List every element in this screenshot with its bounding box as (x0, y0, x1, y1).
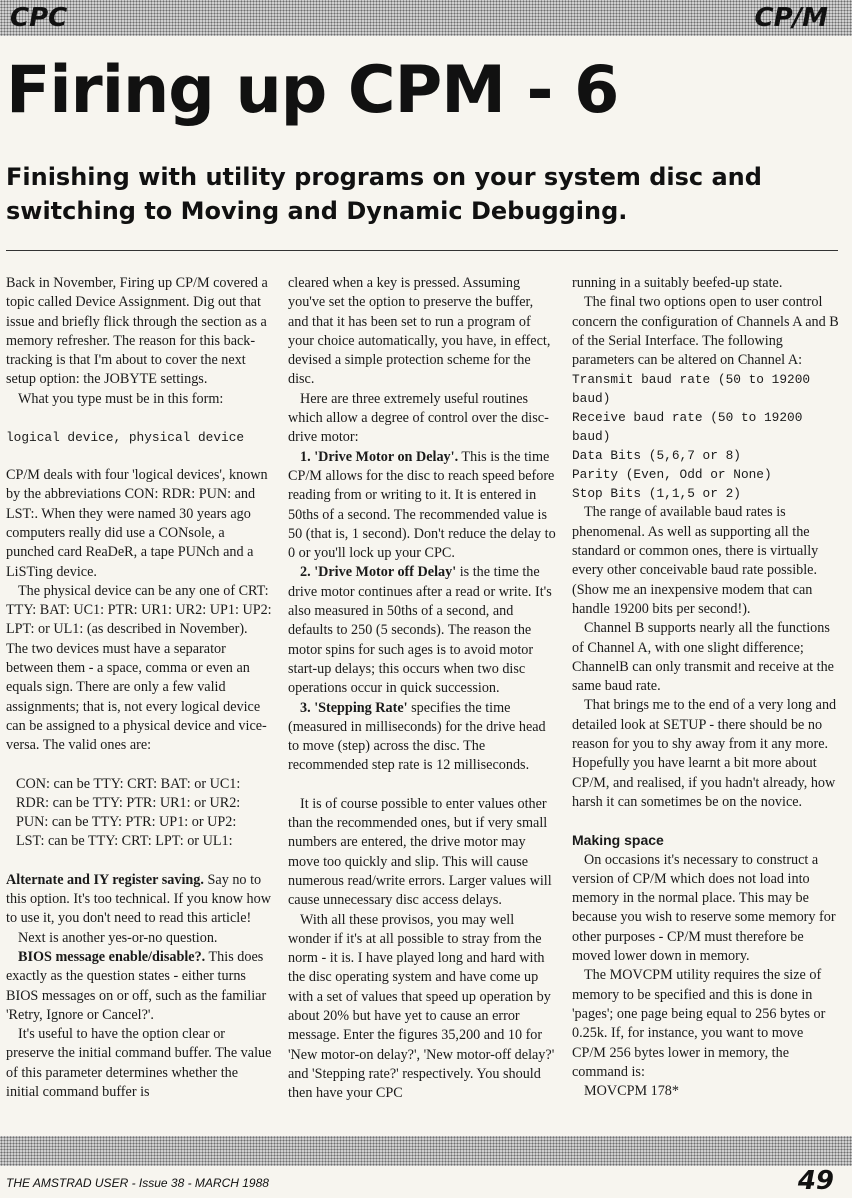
paragraph: What you type must be in this form: (18, 390, 224, 407)
paragraph: The physical device can be any one of CRT: TTY: BAT: UC1: PTR: UR1: UR2: UP1: UP2: LPT: or UL1: (as described in November). The two devices must have a separator between them - a space, comma or even an equals sign. There are only a few valid assignments; that is, not every logical device can be assigned to a physical device and vice-versa. The valid ones are: (6, 582, 272, 754)
serial-parameter-list (572, 370, 840, 503)
subheading-making-space: Making space (572, 832, 664, 849)
paragraph: The MOVCPM utility requires the size of memory to be specified and this is done in 'pages'; one page being equal to 256 bytes or 0.25k. If, for instance, you want to move CP/M 256 bytes lower in memory, the command is: (572, 967, 826, 1080)
bold-lead: 1. 'Drive Motor on Delay'. (300, 448, 459, 465)
bold-lead: 2. 'Drive Motor off Delay' (300, 564, 457, 581)
section-tag-cpc: CPC (10, 3, 68, 33)
standfirst: Finishing with utility programs on your system disc and switching to Moving and Dynamic Debugging. (6, 163, 762, 225)
paragraph: It's useful to have the option clear or preserve the initial command buffer. The value of this parameter determines whether the initial command buffer is (6, 1026, 272, 1100)
paragraph: Back in November, Firing up CP/M covered a topic called Device Assignment. Dig out that issue and briefly flick through the section as a memory refresher. The reason for this back-tracking is that I'm about to cover the next setup option: the JOBYTE settings. (6, 275, 268, 388)
parameter-line: Parity (Even, Odd or None) (572, 467, 772, 483)
column-1 (6, 274, 272, 1102)
paragraph-text: Say no to this option. It's too technical. If you know how to use it, you don't need to read this article! (6, 871, 271, 927)
paragraph (288, 448, 556, 564)
column-2 (288, 274, 556, 1103)
parameter-line: Stop Bits (1,1,5 or 2) (572, 486, 741, 502)
list-item: CON: can be TTY: CRT: BAT: or UC1: (16, 775, 241, 792)
parameter-line: Transmit baud rate (50 to 19200 baud) (572, 372, 811, 407)
paragraph (6, 871, 272, 929)
paragraph-text: This is the time CP/M allows for the disc to reach speed before reading from or writing to it. It is entered in 50ths of a second. The recommended value is 50 (that is, 1 second). Don't reduce the delay to 0 or you'll lock up your CPC. (288, 448, 556, 562)
paragraph-text: This does exactly as the question states - either turns BIOS messages on or off, such as the familiar 'Retry, Ignore or Cancel?'. (6, 948, 267, 1023)
paragraph-text: is the time the drive motor continues after a read or write. It's also measured in 50ths of a second, and defaults to 250 (5 seconds). The reason the motor spins for such ages is to avoid motor start-up delays; this occurs when two disc operations occur in quick succession. (288, 564, 552, 697)
paragraph: The final two options open to user control concern the configuration of Channels A and B of the Serial Interface. The following parameters can be altered on Channel A: (572, 294, 839, 369)
parameter-line: Receive baud rate (50 to 19200 baud) (572, 410, 803, 445)
divider-rule (6, 250, 838, 251)
paragraph: running in a suitably beefed-up state. (572, 275, 783, 291)
list-item: LST: can be TTY: CRT: LPT: or UL1: (16, 833, 233, 850)
list-item: RDR: can be TTY: PTR: UR1: or UR2: (16, 794, 241, 811)
header-band (0, 0, 852, 36)
paragraph (288, 699, 556, 776)
list-item: PUN: can be TTY: PTR: UP1: or UP2: (16, 814, 237, 831)
paragraph: Here are three extremely useful routines which allow a degree of control over the disc-drive motor: (288, 390, 549, 446)
footer-band (0, 1136, 852, 1166)
headline: Firing up CPM - 6 (6, 53, 619, 128)
paragraph: cleared when a key is pressed. Assuming you've set the option to preserve the buffer, and that it has been set to run a program of your choice automatically, you have, in effect, devised a simple protection scheme for the disc. (288, 275, 551, 388)
paragraph: CP/M deals with four 'logical devices', known by the abbreviations CON: RDR: PUN: and LST:. When they were named 30 years ago computers really did use a CONsole, a punched card ReaDeR, a tape PUNch and a LiSTing device. (6, 467, 268, 580)
paragraph: That brings me to the end of a very long and detailed look at SETUP - there should be no reason for you to shy away from it any more. Hopefully you have learnt a bit more about CP/M, and realised, if you hadn't already, how harsh it can sometimes be on the novice. (572, 697, 837, 810)
paragraph: With all these provisos, you may well wonder if it's at all possible to stray from the norm - it is. I have played long and hard with the disc operating system and have come up with a set of values that speed up operation by about 20% but have yet to cause an error message. Enter the figures 35,200 and 10 for 'New motor-on delay?', 'New motor-off delay?' and 'Stepping rate?' respectively. You should then have your CPC (288, 911, 555, 1102)
paragraph-text: specifies the time (measured in milliseconds) for the drive head to move (step) across the disc. The recommended step rate is 12 milliseconds. (288, 699, 546, 774)
paragraph (288, 563, 556, 698)
bold-lead: BIOS message enable/disable?. (18, 948, 206, 965)
paragraph (6, 948, 272, 1025)
parameter-line: Data Bits (5,6,7 or 8) (572, 448, 741, 464)
paragraph: It is of course possible to enter values other than the recommended ones, but if very small numbers are entered, the drive motor may move too quickly and slip. This will cause numerous read/write errors. Larger values will cause unnecessary disc access delays. (288, 795, 552, 909)
paragraph: Next is another yes-or-no question. (18, 929, 218, 946)
column-3 (572, 274, 840, 1101)
paragraph: On occasions it's necessary to construct a version of CP/M which does not load into memory in the normal place. This may be because you wish to reserve some memory for other purposes - CP/M must therefore be moved lower down in memory. (572, 851, 836, 965)
command-line: MOVCPM 178* (584, 1083, 679, 1100)
bold-lead: Alternate and IY register saving. (6, 871, 204, 888)
code-line: logical device, physical device (6, 430, 245, 446)
paragraph: The range of available baud rates is phenomenal. As well as supporting all the standard or common ones, there is virtually every other conceivable baud rate possible. (Show me an inexpensive modem that can handle 19200 bits per second!). (572, 504, 819, 617)
assignment-list (6, 775, 272, 852)
paragraph: Channel B supports nearly all the functions of Channel A, with one slight difference; ChannelB can only transmit and receive at the same baud rate. (572, 620, 834, 695)
page-number: 49 (797, 1166, 834, 1196)
bold-lead: 3. 'Stepping Rate' (300, 699, 408, 716)
section-tag-cpm: CP/M (754, 3, 828, 33)
footer-issue-info: THE AMSTRAD USER - Issue 38 - MARCH 1988 (6, 1176, 269, 1190)
